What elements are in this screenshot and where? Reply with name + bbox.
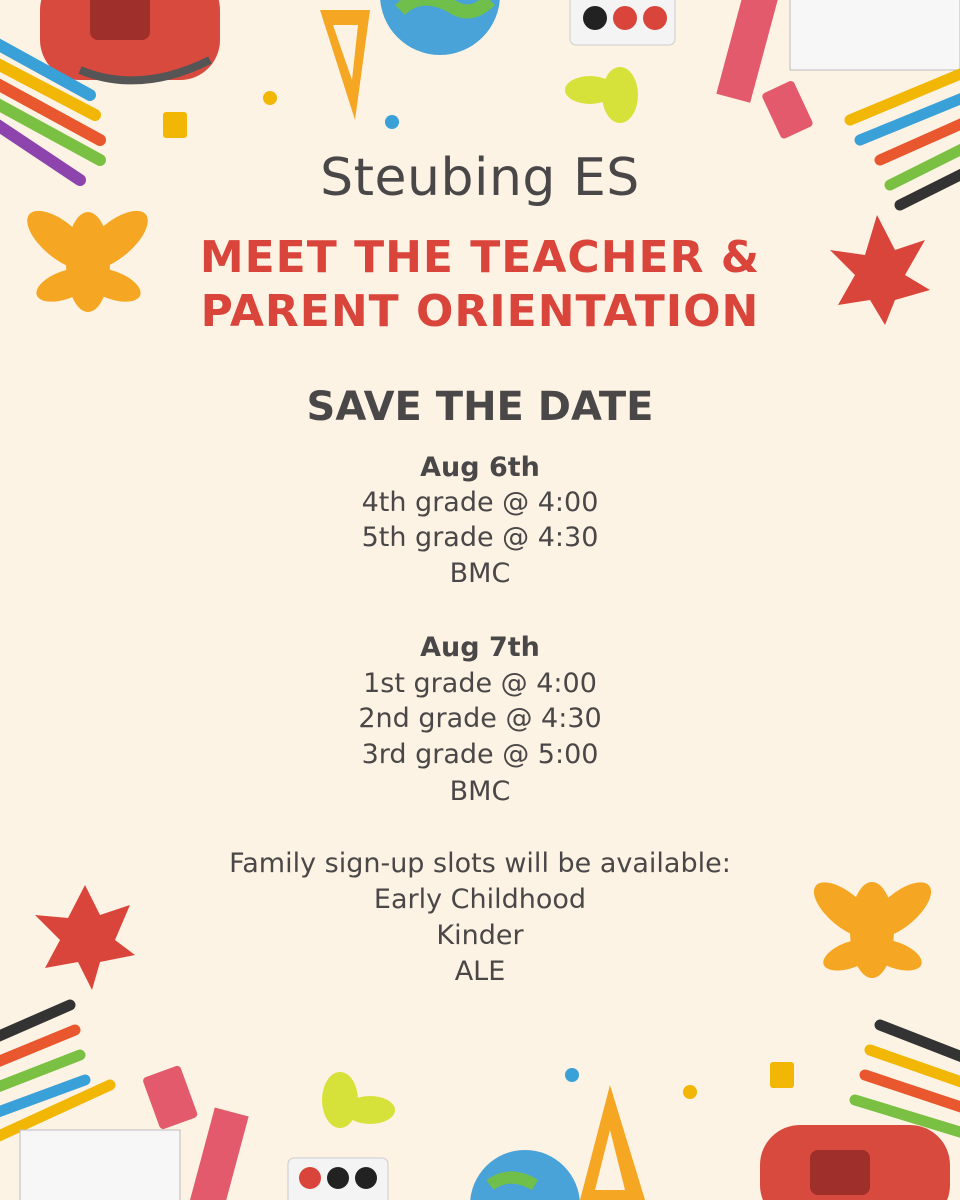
day1-line: 4th grade @ 4:00 [361,487,599,518]
signup-intro: Family sign-up slots will be available: [229,848,731,879]
signup-group: Kinder [436,920,524,951]
save-the-date-heading: SAVE THE DATE [306,384,654,430]
day1-date: Aug 6th [420,452,540,483]
school-name: Steubing ES [320,148,640,208]
day2-line: 2nd grade @ 4:30 [358,703,602,734]
signup-group: ALE [454,956,506,987]
day2-date: Aug 7th [420,632,540,663]
headline-line-1: MEET THE TEACHER & [199,232,761,283]
day1-line: 5th grade @ 4:30 [361,522,599,553]
day2-line: 1st grade @ 4:00 [363,668,597,699]
day2-line: 3rd grade @ 5:00 [361,739,599,770]
signup-group: Early Childhood [373,884,587,915]
day2-location: BMC [449,776,511,807]
headline-line-2: PARENT ORIENTATION [200,286,760,337]
day1-location: BMC [449,558,511,589]
